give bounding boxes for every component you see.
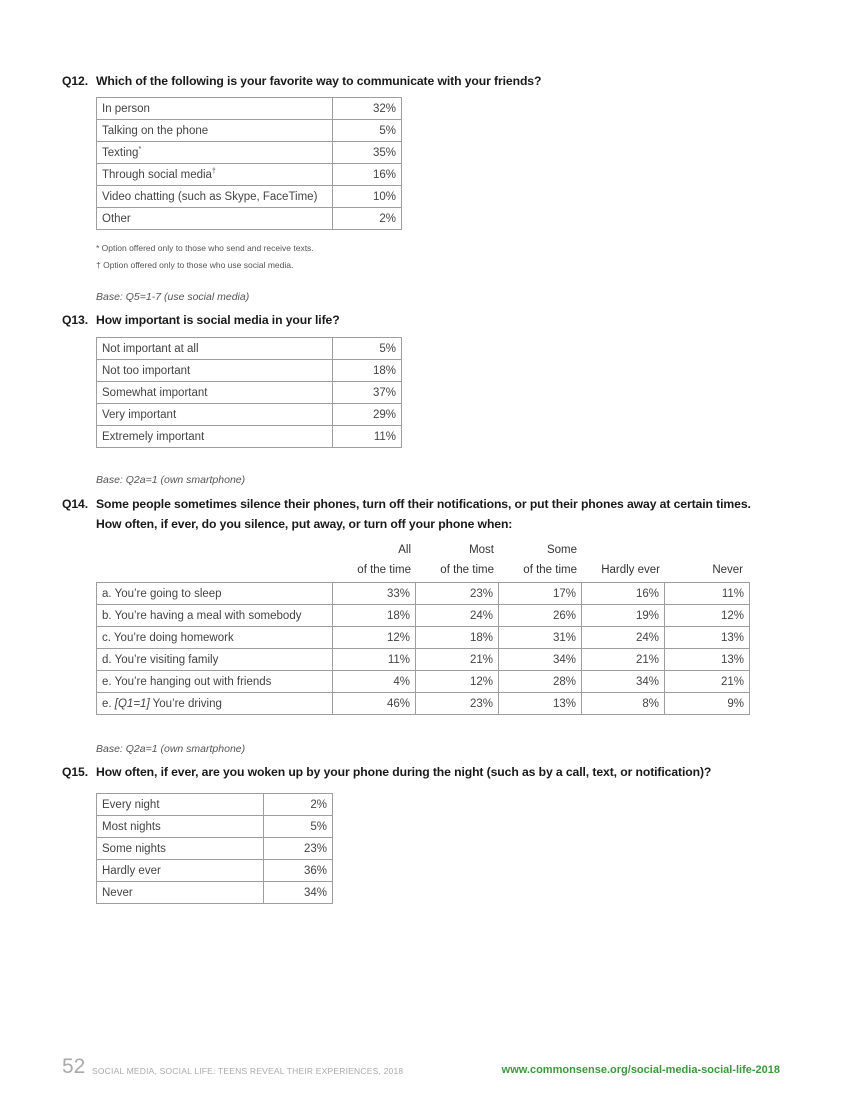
col-header-line2: of the time: [357, 564, 411, 576]
row-label: Some nights: [97, 838, 264, 860]
row-label: Somewhat important: [97, 382, 333, 404]
row-label: Video chatting (such as Skype, FaceTime): [102, 190, 318, 203]
table-row: [97, 838, 333, 860]
row-value: 23%: [264, 838, 333, 860]
q14-title: [62, 494, 751, 534]
row-label: a. You’re going to sleep: [97, 583, 333, 605]
row-value: 28%: [499, 671, 582, 693]
table-row: [97, 860, 333, 882]
row-value: 12%: [416, 671, 499, 693]
table-row: [97, 142, 402, 164]
q14-col-header-never: [664, 540, 743, 580]
q14-question-line1: Some people sometimes silence their phones, turn off their notifications, or put their phones away at certain times.: [96, 497, 751, 511]
q13-table: [96, 337, 402, 448]
row-value: 23%: [416, 693, 499, 715]
row-value: 34%: [499, 649, 582, 671]
q12-question: Which of the following is your favorite way to communicate with your friends?: [96, 74, 542, 88]
row-value: 4%: [333, 671, 416, 693]
q12-table: [96, 97, 402, 230]
row-value: 5%: [333, 120, 402, 142]
table-row: [97, 426, 402, 448]
row-value: 21%: [665, 671, 750, 693]
row-value: 46%: [333, 693, 416, 715]
row-label: e. You’re hanging out with friends: [97, 671, 333, 693]
q13-number: Q13.: [62, 313, 89, 327]
row-value: 34%: [264, 882, 333, 904]
row-label: Not important at all: [97, 338, 333, 360]
row-label: Texting: [102, 146, 139, 159]
q14-col-header-some: [498, 540, 577, 580]
col-header-line1: Some: [546, 544, 577, 556]
q15-title: [62, 762, 711, 782]
row-value: 21%: [416, 649, 499, 671]
row-label: c. You’re doing homework: [97, 627, 333, 649]
row-label: b. You’re having a meal with somebody: [97, 605, 333, 627]
row-value: 10%: [333, 186, 402, 208]
q14-col-header-hardly: [581, 540, 660, 580]
row-value: 37%: [333, 382, 402, 404]
q12-title: [62, 71, 541, 91]
table-row: [97, 583, 750, 605]
col-header-line2: Hardly ever: [601, 564, 660, 576]
row-value: 24%: [582, 627, 665, 649]
q12-footnote-texting: * Option offered only to those who send and receive texts.: [96, 243, 314, 253]
row-value: 2%: [264, 794, 333, 816]
q14-number: Q14.: [62, 497, 89, 511]
row-value: 23%: [416, 583, 499, 605]
table-row: [97, 882, 333, 904]
q13-title: [62, 310, 340, 330]
footnote-mark: †: [211, 168, 216, 176]
col-header-line1: Most: [469, 544, 494, 556]
row-value: 18%: [333, 605, 416, 627]
row-value: 29%: [333, 404, 402, 426]
row-value: 32%: [333, 98, 402, 120]
col-header-line1: [581, 540, 660, 560]
row-value: 5%: [264, 816, 333, 838]
q14-col-header-most: [415, 540, 494, 580]
q15-question: How often, if ever, are you woken up by your phone during the night (such as by a call, text, or notification)?: [96, 765, 712, 779]
table-row: [97, 338, 402, 360]
table-row: [97, 816, 333, 838]
q12-number: Q12.: [62, 74, 89, 88]
col-header-line1: All: [398, 544, 411, 556]
q14-base: Base: Q2a=1 (own smartphone): [96, 474, 246, 486]
table-row: [97, 120, 402, 142]
row-value: 13%: [499, 693, 582, 715]
q15-number: Q15.: [62, 765, 89, 779]
row-value: 34%: [582, 671, 665, 693]
q12-footnote-social: † Option offered only to those who use social media.: [96, 260, 294, 270]
row-value: 5%: [333, 338, 402, 360]
q15-base: Base: Q2a=1 (own smartphone): [96, 743, 246, 755]
row-label-text: You’re driving: [149, 697, 222, 710]
row-value: 9%: [665, 693, 750, 715]
q14-col-header-all: [332, 540, 411, 580]
table-row: [97, 794, 333, 816]
row-value: 16%: [582, 583, 665, 605]
row-value: 12%: [333, 627, 416, 649]
row-label: Extremely important: [97, 426, 333, 448]
table-row: [97, 164, 402, 186]
row-label: Most nights: [97, 816, 264, 838]
q13-base: Base: Q5=1-7 (use social media): [96, 291, 250, 303]
q14-table: [96, 582, 750, 715]
table-row: [97, 208, 402, 230]
row-value: 16%: [333, 164, 402, 186]
row-label: Through social media: [102, 168, 212, 181]
row-value: 33%: [333, 583, 416, 605]
row-value: 31%: [499, 627, 582, 649]
row-value: 17%: [499, 583, 582, 605]
row-value: 26%: [499, 605, 582, 627]
row-value: 18%: [416, 627, 499, 649]
footnote-mark: *: [138, 146, 142, 154]
q13-question: How important is social media in your life?: [96, 313, 340, 327]
row-value: 19%: [582, 605, 665, 627]
row-label: d. You’re visiting family: [97, 649, 333, 671]
row-label: Very important: [97, 404, 333, 426]
row-label-prefix: e.: [102, 697, 115, 710]
row-label: Hardly ever: [97, 860, 264, 882]
row-value: 18%: [333, 360, 402, 382]
table-row: [97, 693, 750, 715]
row-value: 8%: [582, 693, 665, 715]
row-value: 11%: [333, 649, 416, 671]
q15-table: [96, 793, 333, 904]
table-row: [97, 382, 402, 404]
row-value: 21%: [582, 649, 665, 671]
row-value: 11%: [665, 583, 750, 605]
row-value: 12%: [665, 605, 750, 627]
row-label: Every night: [97, 794, 264, 816]
col-header-line2: of the time: [523, 564, 577, 576]
table-row: [97, 404, 402, 426]
row-value: 13%: [665, 649, 750, 671]
table-row: [97, 627, 750, 649]
page-number: 52: [62, 1055, 86, 1078]
row-value: 11%: [333, 426, 402, 448]
col-header-line2: Never: [712, 564, 743, 576]
table-row: [97, 671, 750, 693]
footer-link[interactable]: www.commonsense.org/social-media-social-life-2018: [501, 1064, 780, 1076]
table-row: [97, 605, 750, 627]
row-label: Talking on the phone: [102, 124, 209, 137]
table-row: [97, 360, 402, 382]
col-header-line2: of the time: [440, 564, 494, 576]
table-row: [97, 649, 750, 671]
row-label: Not too important: [97, 360, 333, 382]
row-value: 24%: [416, 605, 499, 627]
row-label: [97, 693, 333, 715]
row-label: In person: [102, 102, 150, 115]
row-value: 2%: [333, 208, 402, 230]
table-row: [97, 186, 402, 208]
row-label: Other: [102, 212, 131, 225]
row-value: 35%: [333, 142, 402, 164]
row-value: 13%: [665, 627, 750, 649]
table-row: [97, 98, 402, 120]
row-value: 36%: [264, 860, 333, 882]
q14-question-line2: How often, if ever, do you silence, put away, or turn off your phone when:: [96, 517, 513, 531]
col-header-line1: [664, 540, 743, 560]
row-label: Never: [97, 882, 264, 904]
row-label-condition: [Q1=1]: [114, 697, 150, 710]
publication-title: SOCIAL MEDIA, SOCIAL LIFE: TEENS REVEAL THEIR EXPERIENCES, 2018: [92, 1066, 404, 1076]
